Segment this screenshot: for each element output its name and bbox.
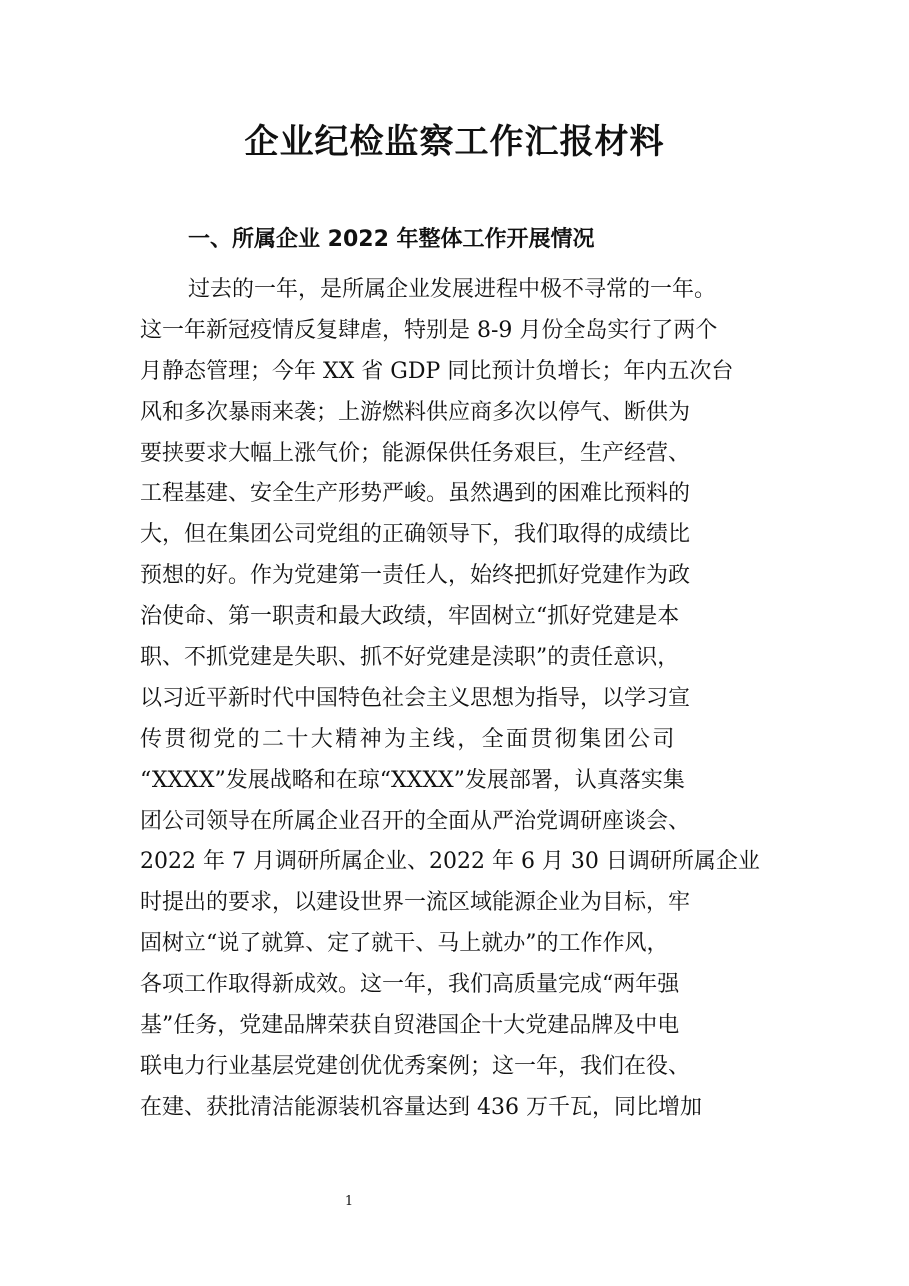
body-paragraph bbox=[140, 270, 790, 1129]
body-line: 固树立“说了就算、定了就干、马上就办”的工作作风， bbox=[140, 931, 669, 957]
body-line: 团公司领导在所属企业召开的全面从严治党调研座谈会、 bbox=[140, 808, 691, 834]
body-line: 要挟要求大幅上涨气价；能源保供任务艰巨，生产经营、 bbox=[140, 440, 691, 466]
body-line: 月静态管理；今年 XX 省 GDP 同比预计负增长；年内五次台 bbox=[140, 358, 734, 384]
body-line: 治使命、第一职责和最大政绩，牢固树立“抓好党建是本 bbox=[140, 604, 680, 630]
section-heading: 一、所属企业 2022 年整体工作开展情况 bbox=[188, 227, 595, 252]
body-line: 基”任务，党建品牌荣获自贸港国企十大党建品牌及中电 bbox=[140, 1013, 680, 1039]
body-line: 过去的一年，是所属企业发展进程中极不寻常的一年。 bbox=[188, 277, 717, 302]
body-line: 工程基建、安全生产形势严峻。虽然遇到的困难比预料的 bbox=[140, 481, 691, 507]
body-line: 时提出的要求，以建设世界一流区域能源企业为目标，牢 bbox=[140, 890, 691, 916]
body-line: 这一年新冠疫情反复肆虐，特别是 8-9 月份全岛实行了两个 bbox=[140, 317, 718, 343]
body-line: 联电力行业基层党建创优优秀案例；这一年，我们在役、 bbox=[140, 1053, 691, 1079]
body-line: 大，但在集团公司党组的正确领导下，我们取得的成绩比 bbox=[140, 522, 691, 548]
body-line: 职、不抓党建是失职、抓不好党建是渎职”的责任意识， bbox=[140, 645, 680, 671]
body-line: “XXXX”发展战略和在琼“XXXX”发展部署，认真落实集 bbox=[140, 767, 685, 793]
body-line: 预想的好。作为党建第一责任人，始终把抓好党建作为政 bbox=[140, 563, 691, 589]
body-line: 各项工作取得新成效。这一年，我们高质量完成“两年强 bbox=[140, 972, 680, 998]
page-number: 1 bbox=[344, 1194, 354, 1209]
body-line: 2022 年 7 月调研所属企业、2022 年 6 月 30 日调研所属企业 bbox=[140, 849, 760, 875]
body-line: 传贯彻党的二十大精神为主线，全面贯彻集团公司 bbox=[140, 726, 677, 752]
body-line: 风和多次暴雨来袭；上游燃料供应商多次以停气、断供为 bbox=[140, 399, 691, 425]
document-title: 企业纪检监察工作汇报材料 bbox=[244, 122, 665, 162]
body-line: 在建、获批清洁能源装机容量达到 436 万千瓦，同比增加 bbox=[140, 1094, 702, 1120]
body-line: 以习近平新时代中国特色社会主义思想为指导，以学习宣 bbox=[140, 685, 691, 711]
